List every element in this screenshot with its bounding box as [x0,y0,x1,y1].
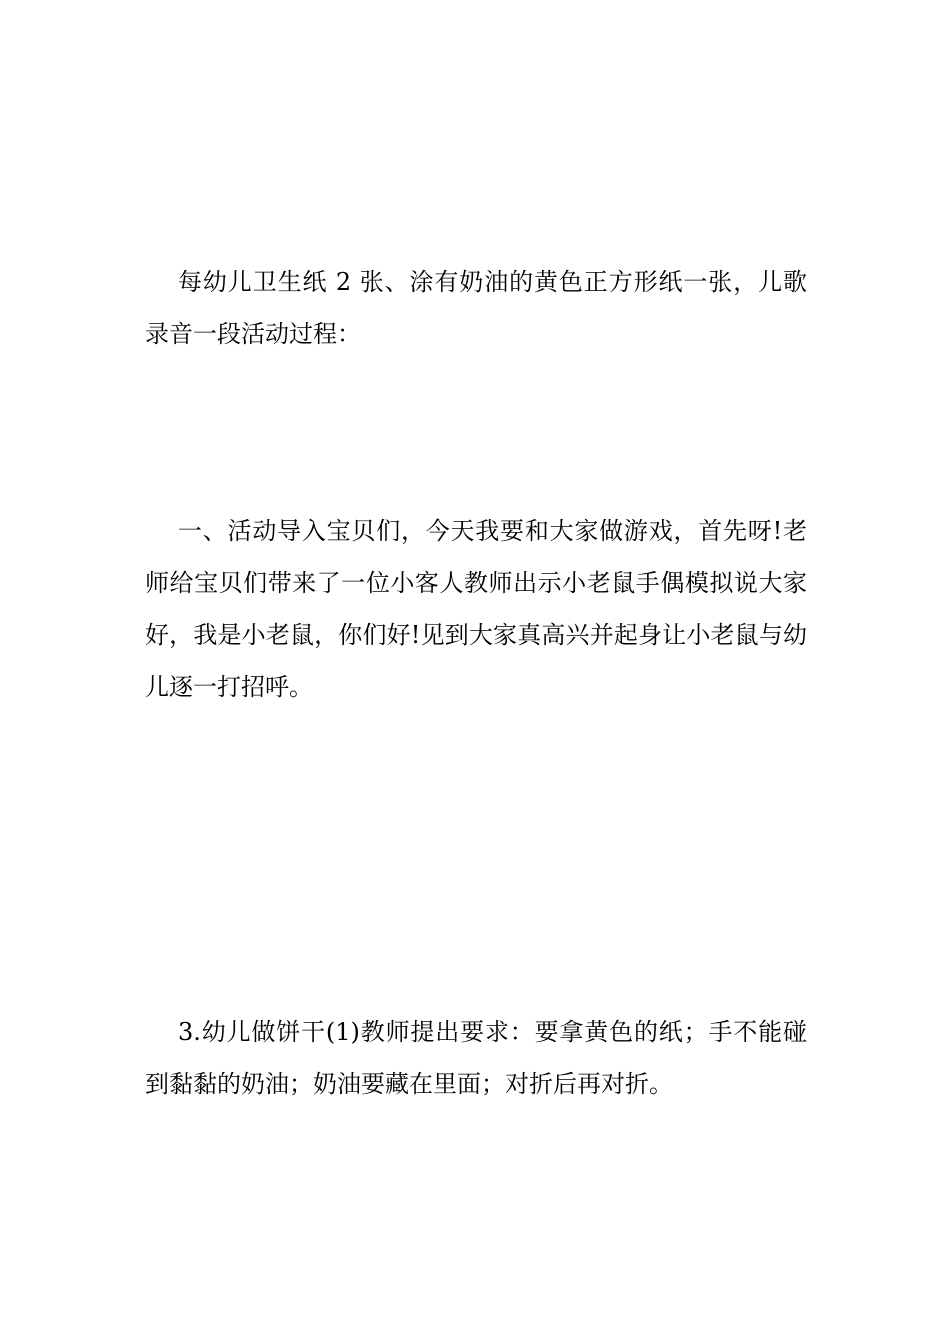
paragraph-activity-intro: 一、活动导入宝贝们，今天我要和大家做游戏，首先呀!老师给宝贝们带来了一位小客人教师出示小老鼠手偶模拟说大家好，我是小老鼠，你们好!见到大家真高兴并起身让小老鼠与幼儿逐一打招呼。 [145,517,807,701]
paragraph-make-cookies: 3.幼儿做饼干(1)教师提出要求：要拿黄色的纸；手不能碰到黏黏的奶油；奶油要藏在里面；对折后再对折。 [145,1018,807,1098]
paragraph-materials: 每幼儿卫生纸 2 张、涂有奶油的黄色正方形纸一张，儿歌录音一段活动过程： [145,268,807,348]
